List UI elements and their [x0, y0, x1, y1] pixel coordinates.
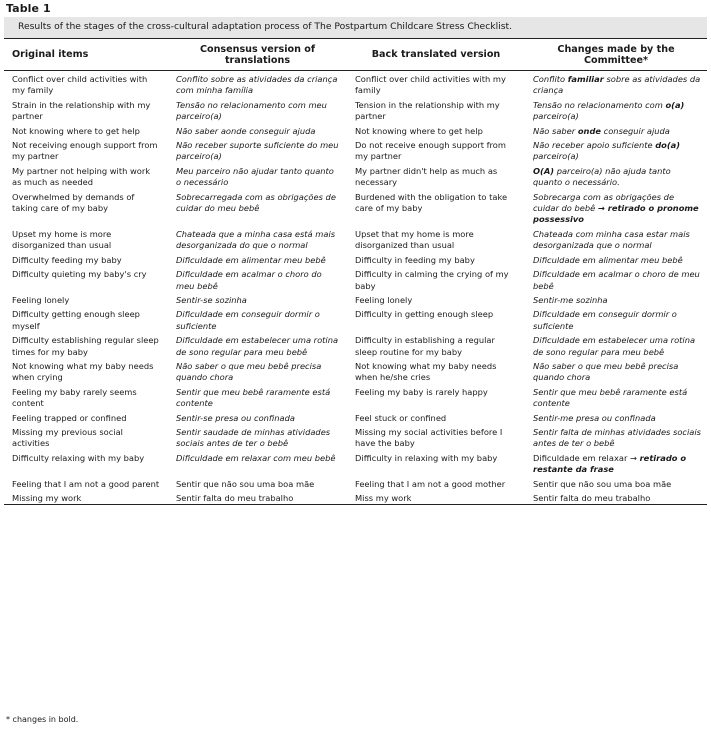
- cell-back-translation: Feel stuck or confined: [355, 412, 447, 423]
- change-text-segment: Dificuldade em acalmar o choro de meu bebê: [533, 269, 700, 291]
- change-text-segment: Não saber: [533, 125, 578, 136]
- cell-back-translation: Burdened with the obligation to take care of my baby: [355, 191, 508, 214]
- header-committee-changes: Changes made by the Committee*: [525, 39, 707, 71]
- cell-committee-change: [525, 450, 707, 476]
- change-text-segment: parceiro(a) não ajuda tanto quanto o necessário.: [533, 165, 671, 188]
- table-row: [4, 266, 707, 292]
- change-text-segment: Não receber apoio suficiente: [533, 140, 656, 151]
- cell-committee-change: [525, 332, 707, 358]
- cell-consensus-translation: Conflito sobre as atividades da criança com minha família: [176, 74, 338, 96]
- cell-original-item: Upset my home is more disorganized than usual: [12, 228, 112, 251]
- cell-consensus-translation: Sentir que não sou uma boa mãe: [176, 478, 315, 489]
- cell-consensus-translation: Dificuldade em conseguir dormir o suficiente: [176, 309, 320, 331]
- cell-consensus-translation: Dificuldade em estabelecer uma rotina de sono regular para meu bebê: [176, 335, 339, 357]
- cell-committee-change: [525, 384, 707, 410]
- changed-text-bold: onde: [577, 125, 602, 136]
- changed-text-bold: → retirado o pronome possessivo: [533, 203, 699, 225]
- cell-original-item: Not knowing where to get help: [12, 125, 140, 136]
- cell-original-item: Feeling trapped or confined: [12, 412, 127, 423]
- table-row: [4, 137, 707, 163]
- cell-consensus-translation: Dificuldade em acalmar o choro do meu bebê: [176, 269, 322, 291]
- cell-original-item: Feeling my baby rarely seems content: [12, 386, 137, 409]
- cell-back-translation: Tension in the relationship with my partner: [355, 99, 500, 122]
- table-row: [4, 189, 707, 226]
- cell-committee-change: [525, 252, 707, 266]
- table-row: [4, 476, 707, 490]
- table-row: [4, 123, 707, 137]
- cell-committee-change: [525, 137, 707, 163]
- cell-consensus-translation: Sentir-se presa ou confinada: [176, 412, 295, 423]
- table-caption: Results of the stages of the cross-cultural adaptation process of The Postpartum Childcare Stress Checklist.: [18, 21, 513, 32]
- change-text-segment: Chateada com minha casa estar mais desorganizada que o normal: [533, 228, 690, 251]
- table-header-row: [4, 39, 707, 71]
- cell-original-item: Strain in the relationship with my partner: [12, 99, 151, 122]
- table-row: [4, 226, 707, 252]
- cell-back-translation: Conflict over child activities with my family: [355, 74, 506, 96]
- header-consensus-version: Consensus version of translations: [168, 39, 347, 71]
- cell-back-translation: Feeling that I am not a good mother: [355, 478, 506, 489]
- cell-back-translation: Miss my work: [347, 490, 525, 505]
- cell-back-translation: Difficulty in establishing a regular sleep routine for my baby: [355, 335, 495, 357]
- changed-text-bold: o(a): [665, 99, 685, 110]
- change-text-segment: Sentir que meu bebê raramente está contente: [533, 386, 688, 409]
- cell-original-item: Missing my work: [4, 490, 168, 505]
- cell-back-translation: Feeling lonely: [355, 294, 413, 305]
- cell-committee-change: [525, 266, 707, 292]
- cell-back-translation: Feeling my baby is rarely happy: [355, 386, 488, 397]
- cell-committee-change: [525, 226, 707, 252]
- change-text-segment: Sentir falta do meu trabalho: [533, 493, 651, 503]
- cell-consensus-translation: Não saber aonde conseguir ajuda: [176, 125, 316, 136]
- cell-committee-change: [525, 410, 707, 424]
- cell-committee-change: [525, 71, 707, 97]
- table-row: [4, 424, 707, 450]
- cell-consensus-translation: Sentir falta do meu trabalho: [168, 490, 347, 505]
- change-text-segment: Conflito: [533, 74, 568, 84]
- table-row: [4, 97, 707, 123]
- table-row: [4, 163, 707, 189]
- cell-original-item: Not knowing what my baby needs when crying: [12, 360, 154, 383]
- table-row: [4, 410, 707, 424]
- cell-original-item: Conflict over child activities with my family: [12, 74, 148, 96]
- cell-committee-change: [525, 306, 707, 332]
- table-label: Table 1: [6, 2, 51, 15]
- cell-back-translation: Do not receive enough support from my partner: [355, 140, 506, 162]
- changed-text-bold: retirado o restante da frase: [533, 452, 687, 475]
- cell-original-item: Not receiving enough support from my partner: [12, 140, 158, 162]
- table-footnote: * changes in bold.: [6, 715, 79, 724]
- cell-consensus-translation: Meu parceiro não ajudar tanto quanto o necessário: [176, 165, 334, 188]
- cell-back-translation: Not knowing what my baby needs when he/she cries: [355, 360, 497, 383]
- change-text-segment: Sentir que não sou uma boa mãe: [533, 478, 672, 489]
- table-row: [4, 358, 707, 384]
- cell-consensus-translation: Sentir que meu bebê raramente está contente: [176, 386, 331, 409]
- cell-consensus-translation: Não saber o que meu bebê precisa quando chora: [176, 360, 322, 383]
- change-text-segment: Sentir-me sozinha: [533, 294, 608, 305]
- change-text-segment: Não saber o que meu bebê precisa quando chora: [533, 360, 679, 383]
- cell-consensus-translation: Dificuldade em relaxar com meu bebê: [176, 452, 336, 463]
- change-text-segment: parceiro(a): [533, 111, 579, 122]
- change-text-segment: Sentir-me presa ou confinada: [533, 412, 656, 423]
- cell-original-item: Difficulty establishing regular sleep times for my baby: [12, 335, 159, 357]
- cell-original-item: Difficulty getting enough sleep myself: [12, 309, 140, 331]
- cell-committee-change: [525, 490, 707, 505]
- cell-back-translation: Difficulty in relaxing with my baby: [355, 452, 498, 463]
- table-row: [4, 490, 707, 505]
- change-text-segment: parceiro(a): [533, 151, 579, 162]
- cell-original-item: Feeling that I am not a good parent: [12, 478, 160, 489]
- cell-committee-change: [525, 123, 707, 137]
- change-text-segment: Dificuldade em conseguir dormir o suficiente: [533, 309, 677, 331]
- header-back-translated: Back translated version: [347, 39, 525, 71]
- cell-committee-change: [525, 476, 707, 490]
- table-body: [4, 71, 707, 505]
- cell-back-translation: Upset that my home is more disorganized than usual: [355, 228, 474, 251]
- change-text-segment: Dificuldade em relaxar →: [533, 452, 640, 463]
- cell-original-item: Difficulty feeding my baby: [12, 254, 122, 265]
- cell-back-translation: Difficulty in getting enough sleep: [355, 309, 494, 320]
- cell-consensus-translation: Chateada que a minha casa está mais desorganizada do que o normal: [176, 228, 336, 251]
- changed-text-bold: O(A): [533, 165, 555, 176]
- cell-consensus-translation: Sobrecarregada com as obrigações de cuidar do meu bebê: [176, 191, 336, 214]
- cell-original-item: Difficulty quieting my baby's cry: [12, 269, 147, 280]
- table-row: [4, 332, 707, 358]
- cell-committee-change: [525, 97, 707, 123]
- table-caption-bar: [4, 17, 707, 38]
- change-text-segment: Sobrecarga com as obrigações de cuidar do bebê: [533, 191, 675, 214]
- cell-consensus-translation: Sentir saudade de minhas atividades sociais antes de ter o bebê: [176, 426, 331, 449]
- change-text-segment: Sentir falta de minhas atividades sociais antes de ter o bebê: [533, 426, 701, 449]
- cell-original-item: My partner not helping with work as much as needed: [12, 165, 151, 188]
- table-row: [4, 252, 707, 266]
- table-row: [4, 71, 707, 97]
- change-text-segment: sobre as atividades da criança: [533, 74, 701, 96]
- change-text-segment: Dificuldade em alimentar meu bebê: [533, 254, 683, 265]
- cell-original-item: Feeling lonely: [12, 294, 70, 305]
- cell-consensus-translation: Dificuldade em alimentar meu bebê: [176, 254, 326, 265]
- cell-back-translation: Not knowing where to get help: [355, 125, 483, 136]
- table-row: [4, 450, 707, 476]
- cell-consensus-translation: Não receber suporte suficiente do meu parceiro(a): [176, 140, 339, 162]
- cell-consensus-translation: Sentir-se sozinha: [176, 294, 247, 305]
- table-row: [4, 306, 707, 332]
- cell-committee-change: [525, 163, 707, 189]
- table-row: [4, 384, 707, 410]
- cell-original-item: Overwhelmed by demands of taking care of my baby: [12, 191, 135, 214]
- changed-text-bold: do(a): [655, 140, 681, 151]
- cell-committee-change: [525, 424, 707, 450]
- cell-consensus-translation: Tensão no relacionamento com meu parceiro(a): [176, 99, 327, 122]
- cell-committee-change: [525, 358, 707, 384]
- change-text-segment: Tensão no relacionamento com: [533, 99, 666, 110]
- change-text-segment: conseguir ajuda: [601, 125, 670, 136]
- table-row: [4, 292, 707, 306]
- cell-committee-change: [525, 292, 707, 306]
- cell-original-item: Missing my previous social activities: [12, 426, 123, 449]
- cell-back-translation: Difficulty in calming the crying of my baby: [355, 269, 509, 291]
- cell-back-translation: My partner didn't help as much as necessary: [355, 165, 498, 188]
- header-original-items: Original items: [4, 39, 168, 71]
- cell-original-item: Difficulty relaxing with my baby: [12, 452, 145, 463]
- adaptation-table: [4, 38, 707, 505]
- changed-text-bold: familiar: [567, 74, 604, 84]
- cell-back-translation: Missing my social activities before I have the baby: [355, 426, 503, 449]
- cell-back-translation: Difficulty in feeding my baby: [355, 254, 475, 265]
- cell-committee-change: [525, 189, 707, 226]
- change-text-segment: Dificuldade em estabelecer uma rotina de sono regular para meu bebê: [533, 335, 696, 357]
